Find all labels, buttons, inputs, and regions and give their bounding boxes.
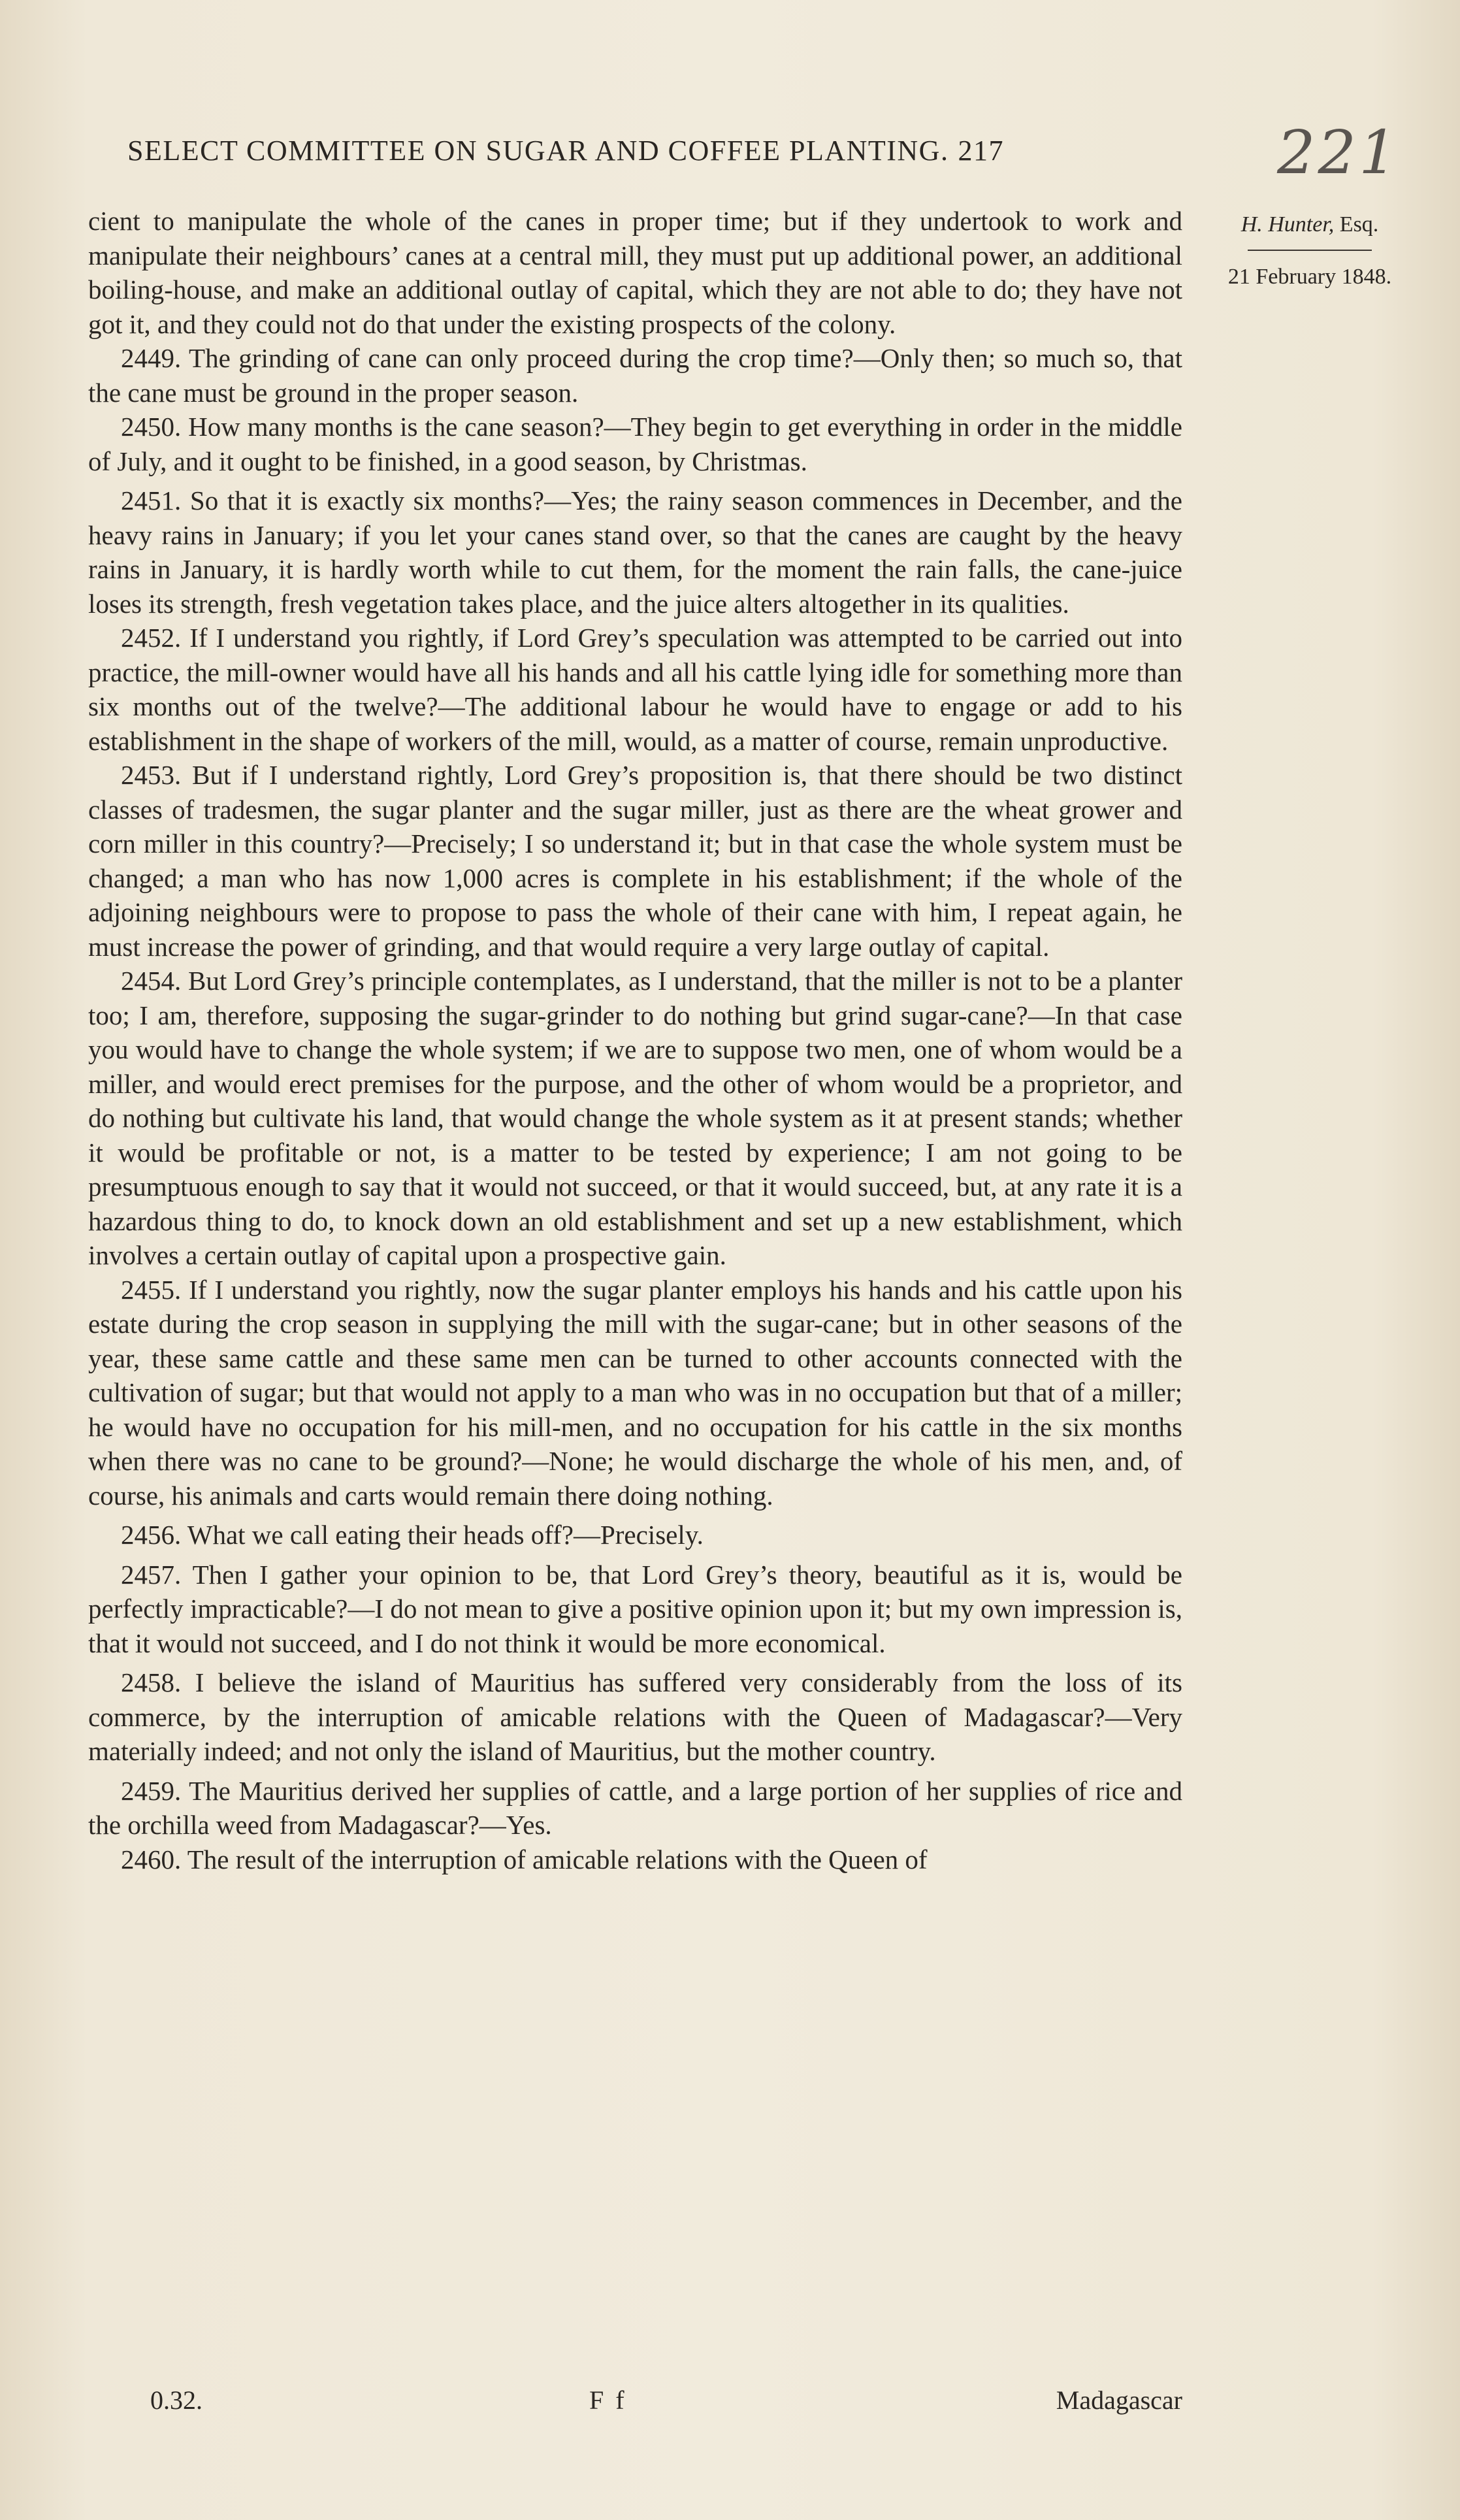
page-number: 217 (958, 135, 1004, 167)
witness-name-text: H. Hunter, (1241, 212, 1335, 237)
question-2460: 2460. The result of the interruption of amicable relations with the Queen of (121, 1844, 928, 1874)
question-2458: 2458. I believe the island of Mauritius has suffered very considerably from the loss of its commerce, by the interruption of amicable relations with the Queen of Madagascar?—Very materially indeed; and not only the island of Mauritius, but the mother country. (88, 1667, 1182, 1766)
question-2450: 2450. How many months is the cane season?—They begin to get everything in order in the middle of July, and it ought to be finished, in a good season, by Christmas. (88, 412, 1182, 476)
question-2452: 2452. If I understand you rightly, if Lord Grey’s speculation was attempted to be carried out into practice, the mill-owner would have all his hands and all his cattle lying idle for something more than six months out of the twelve?—The additional labour he would have to engage or add to his establishment in the shape of workers of the mill, would, as a matter of course, remain unproductive. (88, 623, 1182, 756)
question-2459: 2459. The Mauritius derived her supplies of cattle, and a large portion of her supplies of rice and the orchilla weed from Madagascar?—Yes. (88, 1775, 1182, 1840)
signature-mark: F f (589, 2385, 627, 2415)
question-2455: 2455. If I understand you rightly, now the sugar planter employs his hands and his cattle upon his estate during the crop season in supplying the mill with the sugar-cane; but in other seasons of the year, these same cattle and these same men can be turned to other accounts connected with the cultivation of sugar; but that would not apply to a man who was in no occupation but that of a miller; he would have no occupation for his mill-men, and no occupation for his cattle in the six months when there was no cane to be ground?—None; he would discharge the whole of his men, and, of course, his animals and carts would remain there doing nothing. (88, 1274, 1182, 1511)
hearing-date: 21 February 1848. (1227, 264, 1392, 289)
paragraph-continuation: cient to manipulate the whole of the canes in proper time; but if they undertook to work and manipulate their neighbours’ canes at a central mill, they must put up additional power, an additional boiling-house, and make an additional outlay of capital, which they are not able to do; they have not got it, and they could not do that under the existing prospects of the colony. (88, 206, 1182, 339)
header-title: SELECT COMMITTEE ON SUGAR AND COFFEE PLANTING. (127, 135, 949, 167)
question-2456: 2456. What we call eating their heads off?—Precisely. (121, 1520, 704, 1550)
question-2457: 2457. Then I gather your opinion to be, that Lord Grey’s theory, beautiful as it is, would be perfectly impracticable?—I do not mean to give a positive opinion upon it; but my own impression is, that it would not succeed, and I do not think it would be more economical. (88, 1559, 1182, 1658)
evidence-text (88, 204, 1182, 1876)
catchword: Madagascar (1056, 2385, 1182, 2415)
page-footer (150, 2385, 1182, 2424)
witness-name (1202, 209, 1418, 240)
running-header (127, 134, 1182, 167)
question-2449: 2449. The grinding of cane can only proceed during the crop time?—Only then; so much so, that the cane must be ground in the proper season. (88, 343, 1182, 408)
question-2453: 2453. But if I understand rightly, Lord Grey’s proposition is, that there should be two distinct classes of tradesmen, the sugar planter and the sugar miller, just as there are the wheat grower and corn miller in this country?—Precisely; I so understand it; but in that case the whole system must be changed; a man who has now 1,000 acres is complete in his establishment; if the whole of the adjoining neighbours were to propose to pass the whole of their cane with him, I repeat again, he must increase the power of grinding, and that would require a very large outlay of capital. (88, 760, 1182, 962)
witness-suffix: Esq. (1339, 212, 1379, 237)
question-2451: 2451. So that it is exactly six months?—Yes; the rainy season commences in December, and the heavy rains in January; if you let your canes stand over, so that the canes are caught by the heavy rains in January, it is hardly worth while to cut them, for the moment the rain falls, the cane-juice loses its strength, fresh vegetation takes place, and the juice alters altogether in its qualities. (88, 485, 1182, 619)
margin-note (1202, 209, 1418, 292)
handwritten-folio-number: 221 (1277, 118, 1400, 188)
print-reference: 0.32. (150, 2385, 203, 2415)
question-2454: 2454. But Lord Grey’s principle contemplates, as I understand, that the miller is not to be a planter too; I am, therefore, supposing the sugar-grinder to do nothing but grind sugar-cane?—In that case you would have to change the whole system; if we are to suppose two men, one of whom would be a miller, and would erect premises for the purpose, and the other of whom would be a proprietor, and do nothing but cultivate his land, that would change the whole system as it at present stands; whether it would be profitable or not, is a matter to be tested by experience; I am not going to be presumptuous enough to say that it would not succeed, or that it would succeed, but, at any rate it is a hazardous thing to do, to knock down an old establishment and set up a new establishment, which involves a certain outlay of capital upon a prospective gain. (88, 966, 1182, 1270)
margin-rule (1248, 250, 1372, 251)
